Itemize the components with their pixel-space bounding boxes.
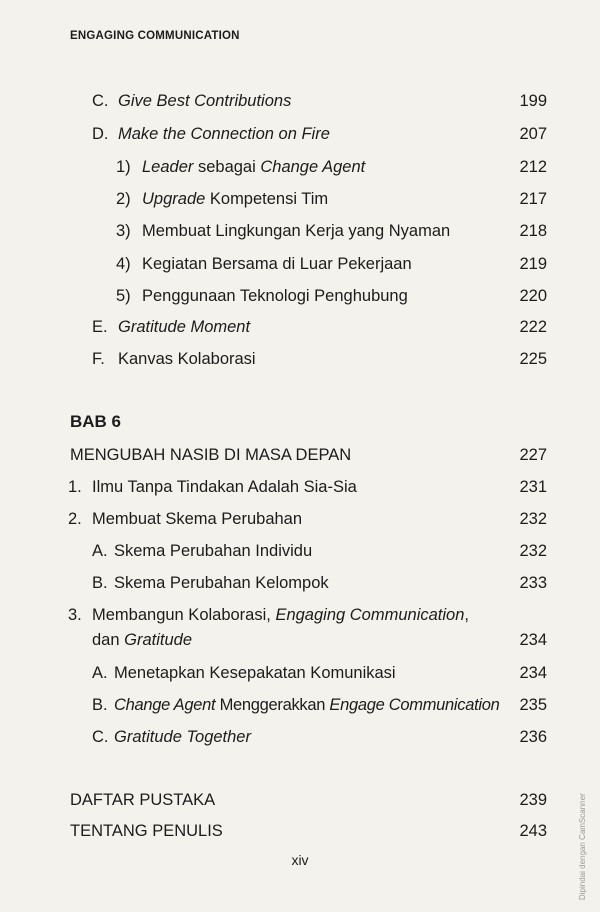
chapter-title: MENGUBAH NASIB DI MASA DEPAN (70, 446, 352, 464)
entry-number: D. (92, 125, 109, 143)
entry-number: 2. (68, 510, 82, 528)
entry-page: 234 (519, 631, 547, 649)
running-header: ENGAGING COMMUNICATION (70, 30, 240, 42)
entry-page: 218 (519, 222, 547, 240)
entry-page: 232 (519, 510, 547, 528)
chapter-label: BAB 6 (70, 412, 122, 431)
entry-number: C. (92, 92, 109, 110)
entry-number: A. (92, 664, 108, 682)
toc-entry (116, 220, 547, 242)
toc-entry-bibliography (70, 789, 547, 811)
entry-page: 227 (519, 446, 547, 464)
toc-entry (92, 316, 547, 338)
entry-page: 233 (519, 574, 547, 592)
entry-page: 236 (519, 728, 547, 746)
entry-title: DAFTAR PUSTAKA (70, 791, 216, 809)
entry-number: 1. (68, 478, 82, 496)
entry-number: F. (92, 350, 105, 368)
toc-entry (92, 694, 547, 716)
toc-entry (68, 508, 547, 530)
entry-title: Make the Connection on Fire (118, 125, 330, 143)
entry-title: Change Agent Menggerakkan Engage Communication (114, 696, 500, 714)
entry-title: Gratitude Moment (118, 318, 251, 336)
chapter-title-entry (70, 444, 547, 466)
entry-number: 3. (68, 606, 82, 624)
entry-number: B. (92, 574, 108, 592)
entry-title: Skema Perubahan Kelompok (114, 574, 329, 592)
entry-title-continuation: dan Gratitude (92, 631, 192, 649)
entry-number: E. (92, 318, 108, 336)
entry-number: 1) (116, 158, 131, 176)
entry-title: Membangun Kolaborasi, Engaging Communication, (92, 606, 469, 624)
entry-title: Kegiatan Bersama di Luar Pekerjaan (142, 255, 412, 273)
entry-page: 207 (519, 125, 547, 143)
entry-number: 4) (116, 255, 131, 273)
entry-number: 2) (116, 190, 131, 208)
entry-title: Skema Perubahan Individu (114, 542, 313, 560)
entry-title: Give Best Contributions (118, 92, 292, 110)
entry-number: 5) (116, 287, 131, 305)
toc-entry (68, 476, 547, 498)
entry-page: 220 (519, 287, 547, 305)
toc-entry (116, 188, 547, 210)
entry-page: 225 (519, 350, 547, 368)
entry-title: Upgrade Kompetensi Tim (142, 190, 329, 208)
entry-number: B. (92, 696, 108, 714)
entry-page: 232 (519, 542, 547, 560)
entry-page: 231 (519, 478, 547, 496)
entry-number: C. (92, 728, 109, 746)
entry-number: 3) (116, 222, 131, 240)
entry-title: Membuat Skema Perubahan (92, 510, 303, 528)
entry-page: 239 (519, 791, 547, 809)
toc-entry (92, 90, 547, 112)
entry-page: 199 (519, 92, 547, 110)
toc-entry (92, 123, 547, 145)
toc-entry (92, 662, 547, 684)
entry-page: 219 (519, 255, 547, 273)
entry-title: Penggunaan Teknologi Penghubung (142, 287, 408, 305)
entry-page: 217 (519, 190, 547, 208)
entry-title: TENTANG PENULIS (70, 822, 223, 840)
scanner-watermark: Dipindai dengan CamScanner (578, 793, 587, 900)
entry-page: 222 (519, 318, 547, 336)
toc-entry (92, 348, 547, 370)
entry-page: 234 (519, 664, 547, 682)
entry-title: Menetapkan Kesepakatan Komunikasi (114, 664, 396, 682)
toc-entry (68, 604, 547, 626)
toc-entry-continuation (92, 629, 547, 651)
toc-entry (92, 726, 547, 748)
toc-entry (116, 253, 547, 275)
toc-entry-about-author (70, 820, 547, 842)
toc-entry (116, 285, 547, 307)
toc-entry (92, 572, 547, 594)
page-number: xiv (291, 852, 309, 868)
toc-entry (92, 540, 547, 562)
toc-entry (116, 156, 547, 178)
entry-number: A. (92, 542, 108, 560)
entry-title: Kanvas Kolaborasi (118, 350, 256, 368)
entry-title: Ilmu Tanpa Tindakan Adalah Sia-Sia (92, 478, 357, 496)
entry-title: Gratitude Together (114, 728, 251, 746)
entry-page: 235 (519, 696, 547, 714)
entry-page: 243 (519, 822, 547, 840)
entry-title: Leader sebagai Change Agent (142, 158, 366, 176)
entry-title: Membuat Lingkungan Kerja yang Nyaman (142, 222, 451, 240)
entry-page: 212 (519, 158, 547, 176)
